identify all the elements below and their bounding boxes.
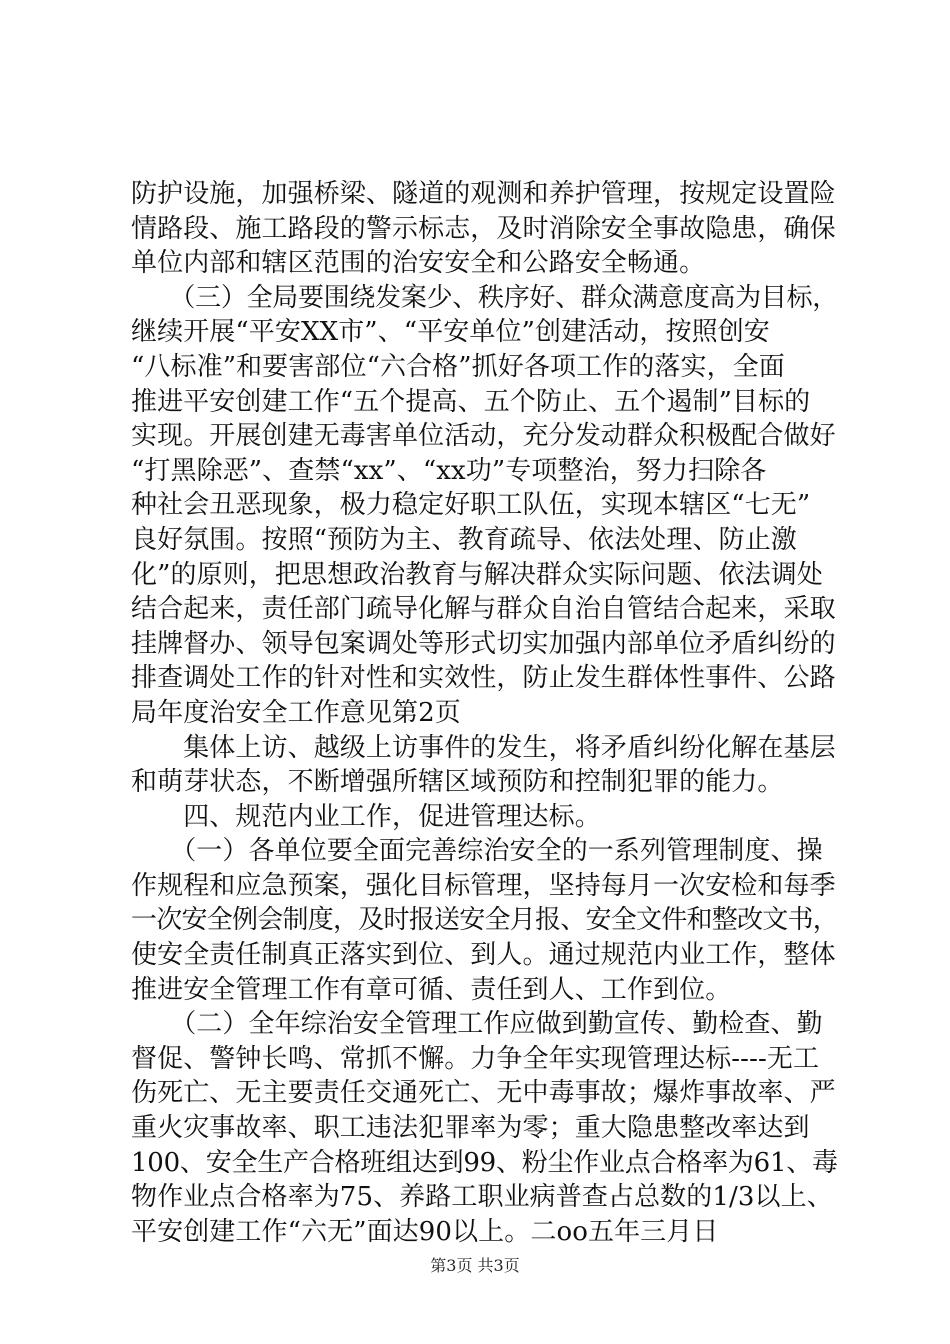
body-line: 局年度治安全工作意见第2页: [131, 697, 461, 728]
body-line: 防护设施，加强桥梁、隧道的观测和养护管理，按规定设置险: [131, 179, 836, 209]
body-line: 结合起来，责任部门疏导化解与群众自治自管结合起来，采取: [131, 594, 836, 625]
body-line: 督促、警钟长鸣、常抓不懈。力争全年实现管理达标----无工: [131, 1043, 820, 1074]
body-line: 良好氛围。按照“预防为主、教育疏导、依法处理、防止激: [131, 524, 797, 555]
body-line: 继续开展“平安XX市”、“平安单位”创建活动，按照创安: [131, 317, 770, 348]
body-line: （三）全局要围绕发案少、秩序好、群众满意度高为目标，: [131, 282, 839, 313]
body-line: 伤死亡、无主要责任交通死亡、无中毒事故；爆炸事故率、严: [131, 1078, 836, 1109]
body-line: 推进安全管理工作有章可循、责任到人、工作到位。: [131, 974, 732, 1005]
body-line: 情路段、施工路段的警示标志，及时消除安全事故隐患，确保: [131, 213, 836, 244]
body-line: 一次安全例会制度，及时报送安全月报、安全文件和整改文书，: [131, 905, 839, 936]
body-line: 单位内部和辖区范围的治安安全和公路安全畅通。: [131, 248, 706, 279]
body-line: 重火灾事故率、职工违法犯罪率为零；重大隐患整改率达到: [131, 1113, 810, 1144]
body-line: 挂牌督办、领导包案调处等形式切实加强内部单位矛盾纠纷的: [131, 628, 836, 659]
body-line: 和萌芽状态，不断增强所辖区域预防和控制犯罪的能力。: [131, 767, 784, 798]
body-line: 四、规范内业工作，促进管理达标。: [131, 801, 601, 832]
page-footer: 第3页 共3页: [430, 1256, 520, 1275]
body-line: 排查调处工作的针对性和实效性，防止发生群体性事件、公路: [131, 663, 836, 694]
body-line: （一）各单位要全面完善综治安全的一系列管理制度、操: [131, 836, 823, 867]
body-line: 种社会丑恶现象，极力稳定好职工队伍，实现本辖区“七无”: [131, 490, 811, 521]
body-line: “打黑除恶”、查禁“xx”、“xx功”专项整治，努力扫除各: [131, 455, 767, 486]
body-line: 集体上访、越级上访事件的发生，将矛盾纠纷化解在基层: [131, 732, 836, 763]
body-line: “八标准”和要害部位“六合格”抓好各项工作的落实，全面: [131, 351, 785, 382]
body-line: 实现。开展创建无毒害单位活动，充分发动群众积极配合做好: [131, 421, 836, 452]
body-line: 平安创建工作“六无”面达90以上。二oo五年三月日: [131, 1216, 719, 1247]
body-line: （二）全年综治安全管理工作应做到勤宣传、勤检查、勤: [131, 1009, 823, 1040]
body-line: 物作业点合格率为75、养路工职业病普查占总数的1/3以上、: [131, 1182, 833, 1213]
body-line: 化”的原则，把思想政治教育与解决群众实际问题、依法调处: [131, 559, 823, 590]
body-line: 使安全责任制真正落实到位、到人。通过规范内业工作，整体: [131, 940, 836, 971]
body-line: 作规程和应急预案，强化目标管理，坚持每月一次安检和每季: [131, 870, 836, 901]
body-line: 100、安全生产合格班组达到99、粉尘作业点合格率为61、毒: [131, 1147, 838, 1178]
document-body: [131, 177, 841, 1249]
body-line: 推进平安创建工作“五个提高、五个防止、五个遏制”目标的: [131, 386, 811, 417]
